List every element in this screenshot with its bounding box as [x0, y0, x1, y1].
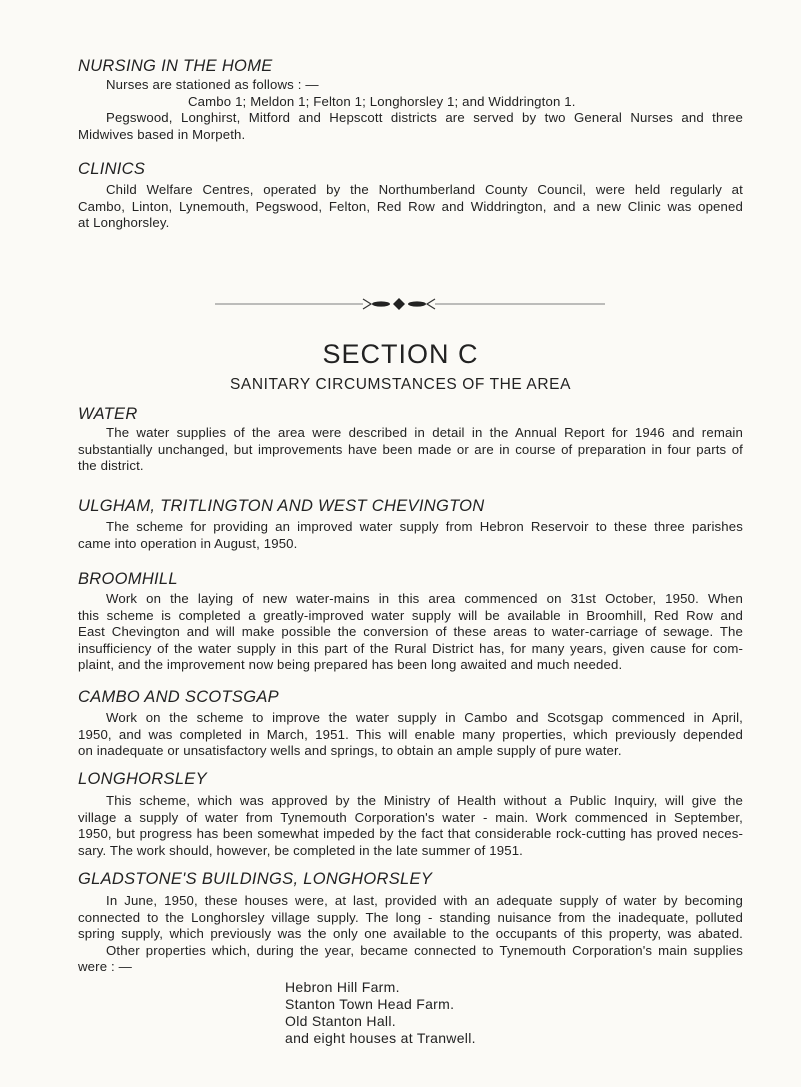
- heading-broomhill: BROOMHILL: [78, 570, 178, 588]
- text-line: at Longhorsley.: [78, 215, 170, 231]
- ornament-divider: [215, 296, 605, 312]
- text-line: connected to the Longhorsley village supply. The long - standing nuisance from the inadequate, polluted: [78, 909, 743, 925]
- list-item: and eight houses at Tranwell.: [285, 1030, 476, 1046]
- text-line: Work on the laying of new water-mains in this area commenced on 31st October, 1950. When: [106, 591, 743, 606]
- text-line: Child Welfare Centres, operated by the Northumberland County Council, were held regularly at: [106, 182, 743, 197]
- text-line: substantially unchanged, but improvements have been made or are in course of preparation in four parts of: [78, 441, 743, 457]
- text-line: were : —: [78, 959, 132, 975]
- text-line: 1950, and was completed in March, 1951. This will enable many properties, which previously depended: [78, 726, 743, 742]
- list-item: Stanton Town Head Farm.: [285, 996, 455, 1012]
- text-line: The water supplies of the area were described in detail in the Annual Report for 1946 and remain: [106, 425, 743, 440]
- text-line: This scheme, which was approved by the Ministry of Health without a Public Inquiry, will give the: [106, 793, 743, 808]
- text-line: Nurses are stationed as follows : —: [106, 77, 319, 92]
- paragraph-broomhill: [78, 591, 743, 674]
- text-line: on inadequate or unsatisfactory wells and springs, to obtain an ample supply of pure water.: [78, 743, 622, 759]
- text-line: the district.: [78, 458, 144, 474]
- text-line: plaint, and the improvement now being prepared has been long awaited and much needed.: [78, 657, 623, 673]
- paragraph-cambo: [78, 710, 743, 760]
- text-line: Cambo, Linton, Lynemouth, Pegswood, Felton, Red Row and Widdrington, and a new Clinic was opened: [78, 198, 743, 214]
- list-item: Hebron Hill Farm.: [285, 979, 400, 995]
- heading-longhorsley: LONGHORSLEY: [78, 770, 207, 788]
- text-line: East Chevington and will make possible the conversion of these areas to water-carriage of sewage. The: [78, 624, 743, 640]
- heading-clinics: CLINICS: [78, 160, 146, 178]
- heading-water: WATER: [78, 405, 138, 423]
- paragraph-water: [78, 425, 743, 475]
- text-line: spring supply, which previously was the only one available to the occupants of this property, was abated.: [78, 926, 743, 942]
- text-line: Other properties which, during the year, became connected to Tynemouth Corporation's main supplies: [106, 942, 743, 958]
- heading-cambo: CAMBO AND SCOTSGAP: [78, 688, 279, 706]
- text-line: Pegswood, Longhirst, Mitford and Hepscott districts are served by two General Nurses and three: [106, 110, 743, 126]
- heading-ulgham: ULGHAM, TRITLINGTON AND WEST CHEVINGTON: [78, 497, 485, 515]
- list-item: Old Stanton Hall.: [285, 1013, 396, 1029]
- paragraph-ulgham: [78, 519, 743, 552]
- text-line: 1950, but progress has been somewhat impeded by the fact that considerable rock-cutting has proved neces-: [78, 826, 743, 842]
- paragraph-gladstone: [78, 893, 743, 976]
- text-line: this scheme is completed a greatly-improved water supply will be available in Broomhill, Red Row and: [78, 607, 743, 623]
- paragraph-clinics: [78, 182, 743, 232]
- text-line: In June, 1950, these houses were, at last, provided with an adequate supply of water by becoming: [106, 893, 743, 908]
- text-line: Midwives based in Morpeth.: [78, 126, 246, 142]
- heading-nursing: NURSING IN THE HOME: [78, 57, 273, 75]
- section-title: SECTION C: [322, 339, 479, 369]
- text-line: came into operation in August, 1950.: [78, 535, 298, 551]
- text-line: Cambo 1; Meldon 1; Felton 1; Longhorsley 1; and Widdrington 1.: [188, 93, 576, 109]
- text-line: The scheme for providing an improved water supply from Hebron Reservoir to these three parishes: [106, 519, 743, 534]
- paragraph-longhorsley: [78, 793, 743, 859]
- text-line: insufficiency of the water supply in this part of the Rural District has, for many years, given cause for com-: [78, 640, 743, 656]
- text-line: Work on the scheme to improve the water supply in Cambo and Scotsgap commenced in April,: [106, 710, 743, 725]
- paragraph-nursing: [78, 77, 743, 143]
- text-line: sary. The work should, however, be completed in the late summer of 1951.: [78, 842, 523, 858]
- heading-gladstone: GLADSTONE'S BUILDINGS, LONGHORSLEY: [78, 870, 433, 888]
- text-line: village a supply of water from Tynemouth Corporation's water - main. Work commenced in September,: [78, 809, 743, 825]
- section-subtitle: SANITARY CIRCUMSTANCES OF THE AREA: [229, 376, 572, 393]
